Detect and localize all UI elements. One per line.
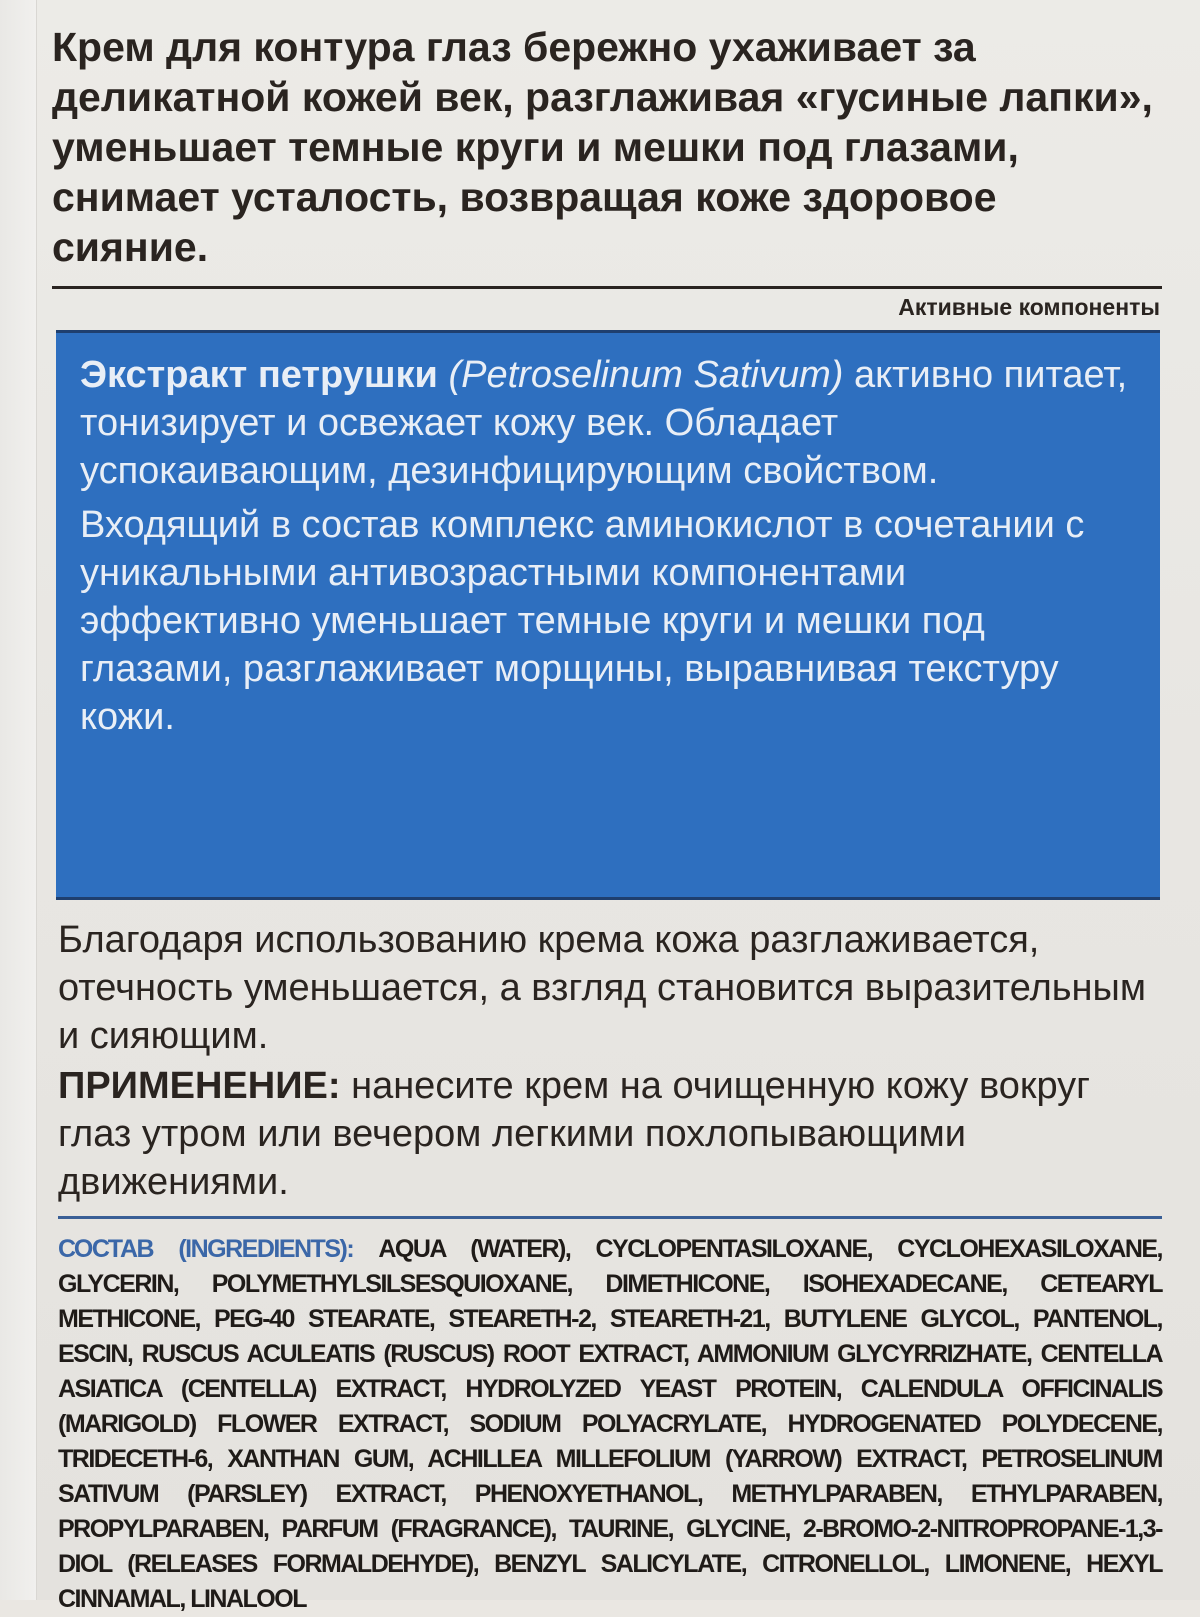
package-edge <box>0 0 37 1600</box>
extract-latin-name: (Petroselinum Sativum) <box>448 354 844 396</box>
active-paragraph-1 <box>80 351 1136 495</box>
extract-description: активно питает, тонизирует и освежает кожу век. Обладает успокаивающим, дезинфицирующим свойством. <box>80 354 1128 492</box>
divider-line <box>52 286 1162 289</box>
usage-heading: ПРИМЕНЕНИЕ: <box>58 1065 341 1107</box>
result-paragraph: Благодаря использованию крема кожа разглаживается, отечность уменьшается, а взгляд становится выразительным и сияющим. <box>58 919 1146 1057</box>
intro-paragraph: Крем для контура глаз бережно ухаживает за деликатной кожей век, разглаживая «гусиные лапки», уменьшает темные круги и мешки под глазами, снимает усталость, возвращая коже здоровое сияние. <box>52 24 1153 270</box>
ingredients-text: AQUA (WATER), CYCLOPENTASILOXANE, CYCLOHEXASILOXANE, GLYCERIN, POLYMETHYLSILSESQUIOXANE, DIMETHICONE, ISOHEXADECANE, CETEARYL METHICONE, PEG-40 STEARATE, STEARETH-2, STEARETH-21, BUTYLENE GLYCOL, PANTENOL, ESCIN, RUSCUS ACULEATIS (RUSCUS) ROOT EXTRACT, AMMONIUM GLYCYRRIZHATE, CENTELLA ASIATICA (CENTELLA) EXTRACT, HYDROLYZED YEAST PROTEIN, CALENDULA OFFICINALIS (MARIGOLD) FLOWER EXTRACT, SODIUM POLYACRYLATE, HYDROGENATED POLYDECENE, TRIDECETH-6, XANTHAN GUM, ACHILLEA MILLEFOLIUM (YARROW) EXTRACT, PETROSELINUM SATIVUM (PARSLEY) EXTRACT, PHENOXYETHANOL, METHYLPARABEN, ETHYLPARABEN, PROPYLPARABEN, PARFUM (FRAGRANCE), TAURINE, GLYCINE, 2-BROMO-2-NITROPROPANE-1,3-DIOL (RELEASES FORMALDEHYDE), BENZYL SALICYLATE, CITRONELLOL, LIMONENE, HEXYL CINNAMAL, LINALOOL <box>58 1235 1163 1613</box>
active-components-label: Активные компоненты <box>898 294 1160 320</box>
active-paragraph-2: Входящий в состав комплекс аминокислот в сочетании с уникальными антивозрастными компонентами эффективно уменьшает темные круги и мешки под глазами, разглаживает морщины, выравнивая текстуру кожи. <box>80 504 1085 738</box>
ingredients-divider <box>58 1216 1162 1219</box>
ingredients-list <box>58 1232 1162 1617</box>
extract-name: Экстракт петрушки <box>80 354 438 396</box>
usage-text: нанесите крем на очищенную кожу вокруг глаз утром или вечером легкими похлопывающими движениями. <box>58 1065 1091 1203</box>
active-components-box <box>56 330 1160 900</box>
usage-paragraph <box>58 1062 1168 1206</box>
ingredients-heading: СОСТАВ (INGREDIENTS): <box>58 1235 354 1263</box>
